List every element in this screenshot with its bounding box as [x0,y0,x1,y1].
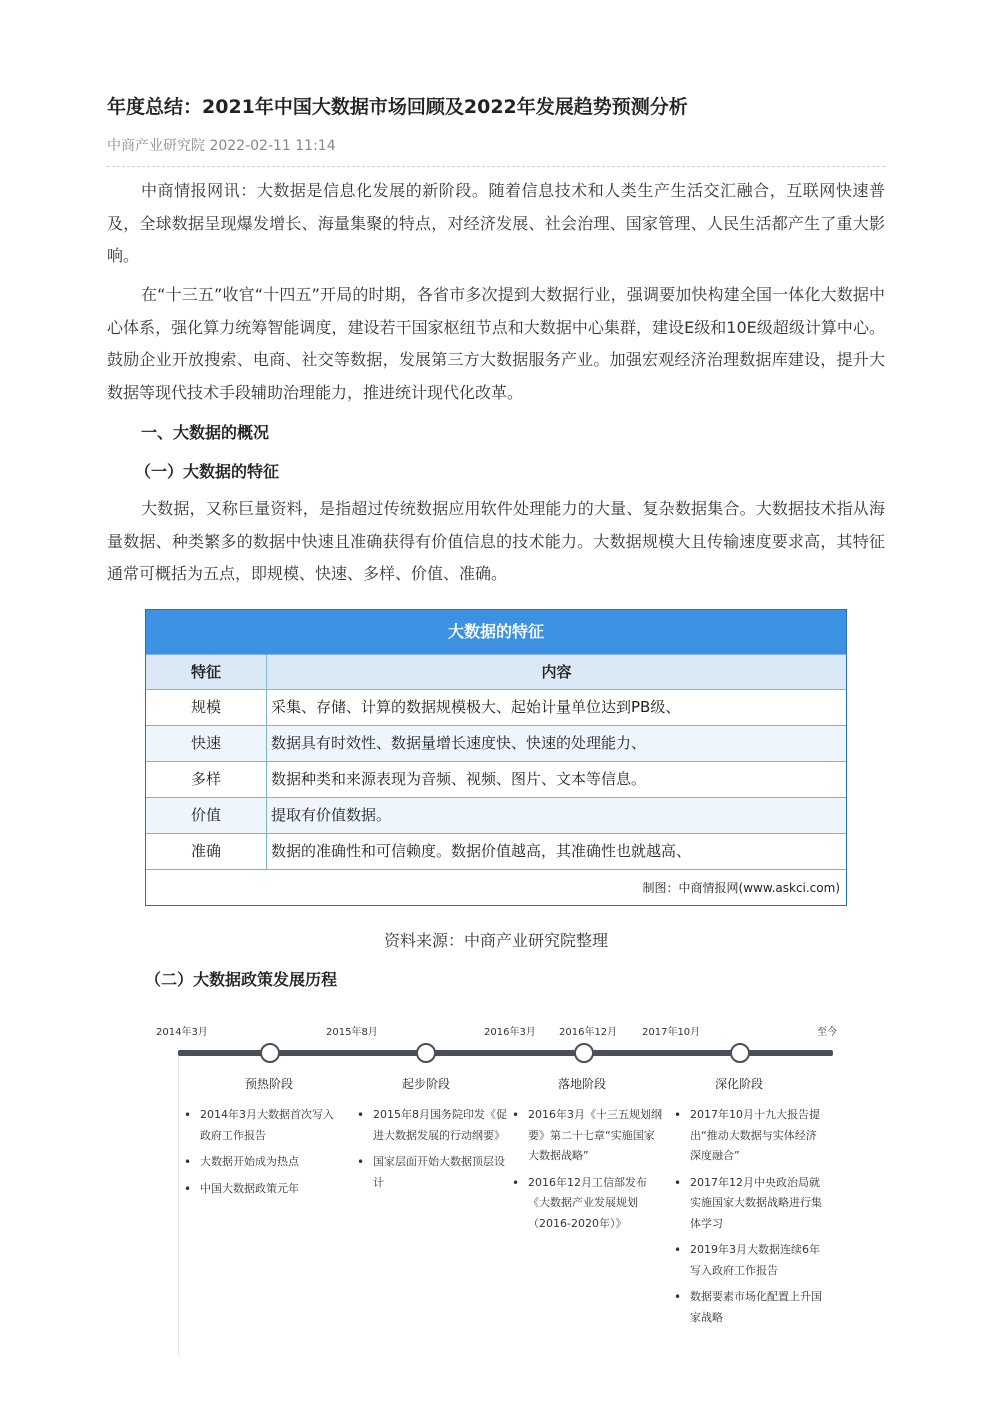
timeline-item: • 2014年3月大数据首次写入政府工作报告 [180,1105,335,1146]
timeline-node [260,1043,280,1063]
timeline-node [416,1043,436,1063]
subsection-heading: （一）大数据的特征 [135,462,280,481]
timeline-item: • 2016年12月工信部发布《大数据产业发展规划（2016-2020年）》 [508,1173,663,1235]
timeline-item: • 2017年12月中央政治局就实施国家大数据战略进行集体学习 [670,1173,825,1235]
timeline-column [353,1105,508,1199]
timeline-item: • 中国大数据政策元年 [180,1179,335,1200]
paragraph: 大数据，又称巨量资料，是指超过传统数据应用软件处理能力的大量、复杂数据集合。大数据技术指从海量数据、种类繁多的数据中快速且准确获得有价值信息的技术能力。大数据规模大且传输速度要求高，其特征通常可概括为五点，即规模、快速、多样、价值、准确。 [107,499,885,583]
table-cell: 采集、存储、计算的数据规模极大、起始计量单位达到PB级、 [271,698,681,716]
table-title: 大数据的特征 [146,610,846,654]
table-header-cell: 内容 [541,663,572,681]
timeline-guide [178,1055,179,1355]
table-cell: 快速 [146,726,267,761]
paragraph: 在“十三五”收官“十四五”开局的时期，各省市多次提到大数据行业，强调要加快构建全国一体化大数据中心体系，强化算力统筹智能调度，建设若干国家枢纽节点和大数据中心集群，建设E级和10E级超级计算中心。鼓励企业开放搜索、电商、社交等数据，发展第三方大数据服务产业。加强宏观经济治理数据库建设，提升大数据等现代技术手段辅助治理能力，推进统计现代化改革。 [107,285,885,402]
table-cell: 数据的准确性和可信赖度。数据价值越高，其准确性也就越高、 [271,842,692,860]
timeline-node [730,1043,750,1063]
divider [107,166,885,167]
table-row [146,797,846,833]
timeline-item: • 2015年8月国务院印发《促进大数据发展的行动纲要》 [353,1105,508,1146]
timeline-item: • 国家层面开始大数据顶层设计 [353,1152,508,1193]
timeline-date: 2016年12月 [559,1027,618,1038]
policy-timeline [150,1015,850,1395]
table-header-cell: 特征 [146,655,267,689]
section-heading: 一、大数据的概况 [141,423,270,442]
timeline-stage: 起步阶段 [402,1077,451,1091]
timeline-date: 2015年8月 [326,1027,378,1038]
timeline-date: 2016年3月 [484,1027,536,1038]
timeline-item: • 2016年3月《十三五规划纲要》第二十七章“实施国家大数据战略” [508,1105,663,1167]
table-cell: 规模 [146,690,267,725]
table-cell: 价值 [146,798,267,833]
table-row [146,761,846,797]
table-cell: 提取有价值数据。 [271,806,392,824]
table-cell: 数据具有时效性、数据量增长速度快、快速的处理能力、 [271,734,647,752]
timeline-item: • 数据要素市场化配置上升国家战略 [670,1287,825,1328]
source-note: 资料来源：中商产业研究院整理 [383,931,608,950]
table-row [146,833,846,869]
feature-table [145,609,847,906]
table-cell: 多样 [146,762,267,797]
table-footer: 制图：中商情报网(www.askci.com) [146,869,846,905]
timeline-stage: 深化阶段 [715,1077,764,1091]
article-meta: 中商产业研究院 2022-02-11 11:14 [107,138,336,154]
timeline-column [670,1105,825,1334]
timeline-date: 2017年10月 [642,1027,701,1038]
timeline-column [508,1105,663,1240]
timeline-date: 2014年3月 [156,1027,208,1038]
table-cell: 准确 [146,834,267,869]
table-header-row [146,654,846,689]
timeline-item: • 2019年3月大数据连续6年写入政府工作报告 [670,1240,825,1281]
article-title: 年度总结：2021年中国大数据市场回顾及2022年发展趋势预测分析 [107,96,688,118]
table-row [146,689,846,725]
timeline-date: 至今 [817,1027,837,1038]
timeline-stage: 预热阶段 [245,1077,294,1091]
table-cell: 数据种类和来源表现为音频、视频、图片、文本等信息。 [271,770,647,788]
table-row [146,725,846,761]
timeline-column [180,1105,335,1205]
timeline-item: • 2017年10月十九大报告提出“推动大数据与实体经济深度融合” [670,1105,825,1167]
timeline-item: • 大数据开始成为热点 [180,1152,335,1173]
subsection-heading: （二）大数据政策发展历程 [145,970,338,989]
paragraph: 中商情报网讯：大数据是信息化发展的新阶段。随着信息技术和人类生产生活交汇融合，互联网快速普及，全球数据呈现爆发增长、海量集聚的特点，对经济发展、社会治理、国家管理、人民生活都产生了重大影响。 [107,181,885,265]
timeline-node [574,1043,594,1063]
timeline-stage: 落地阶段 [558,1077,607,1091]
